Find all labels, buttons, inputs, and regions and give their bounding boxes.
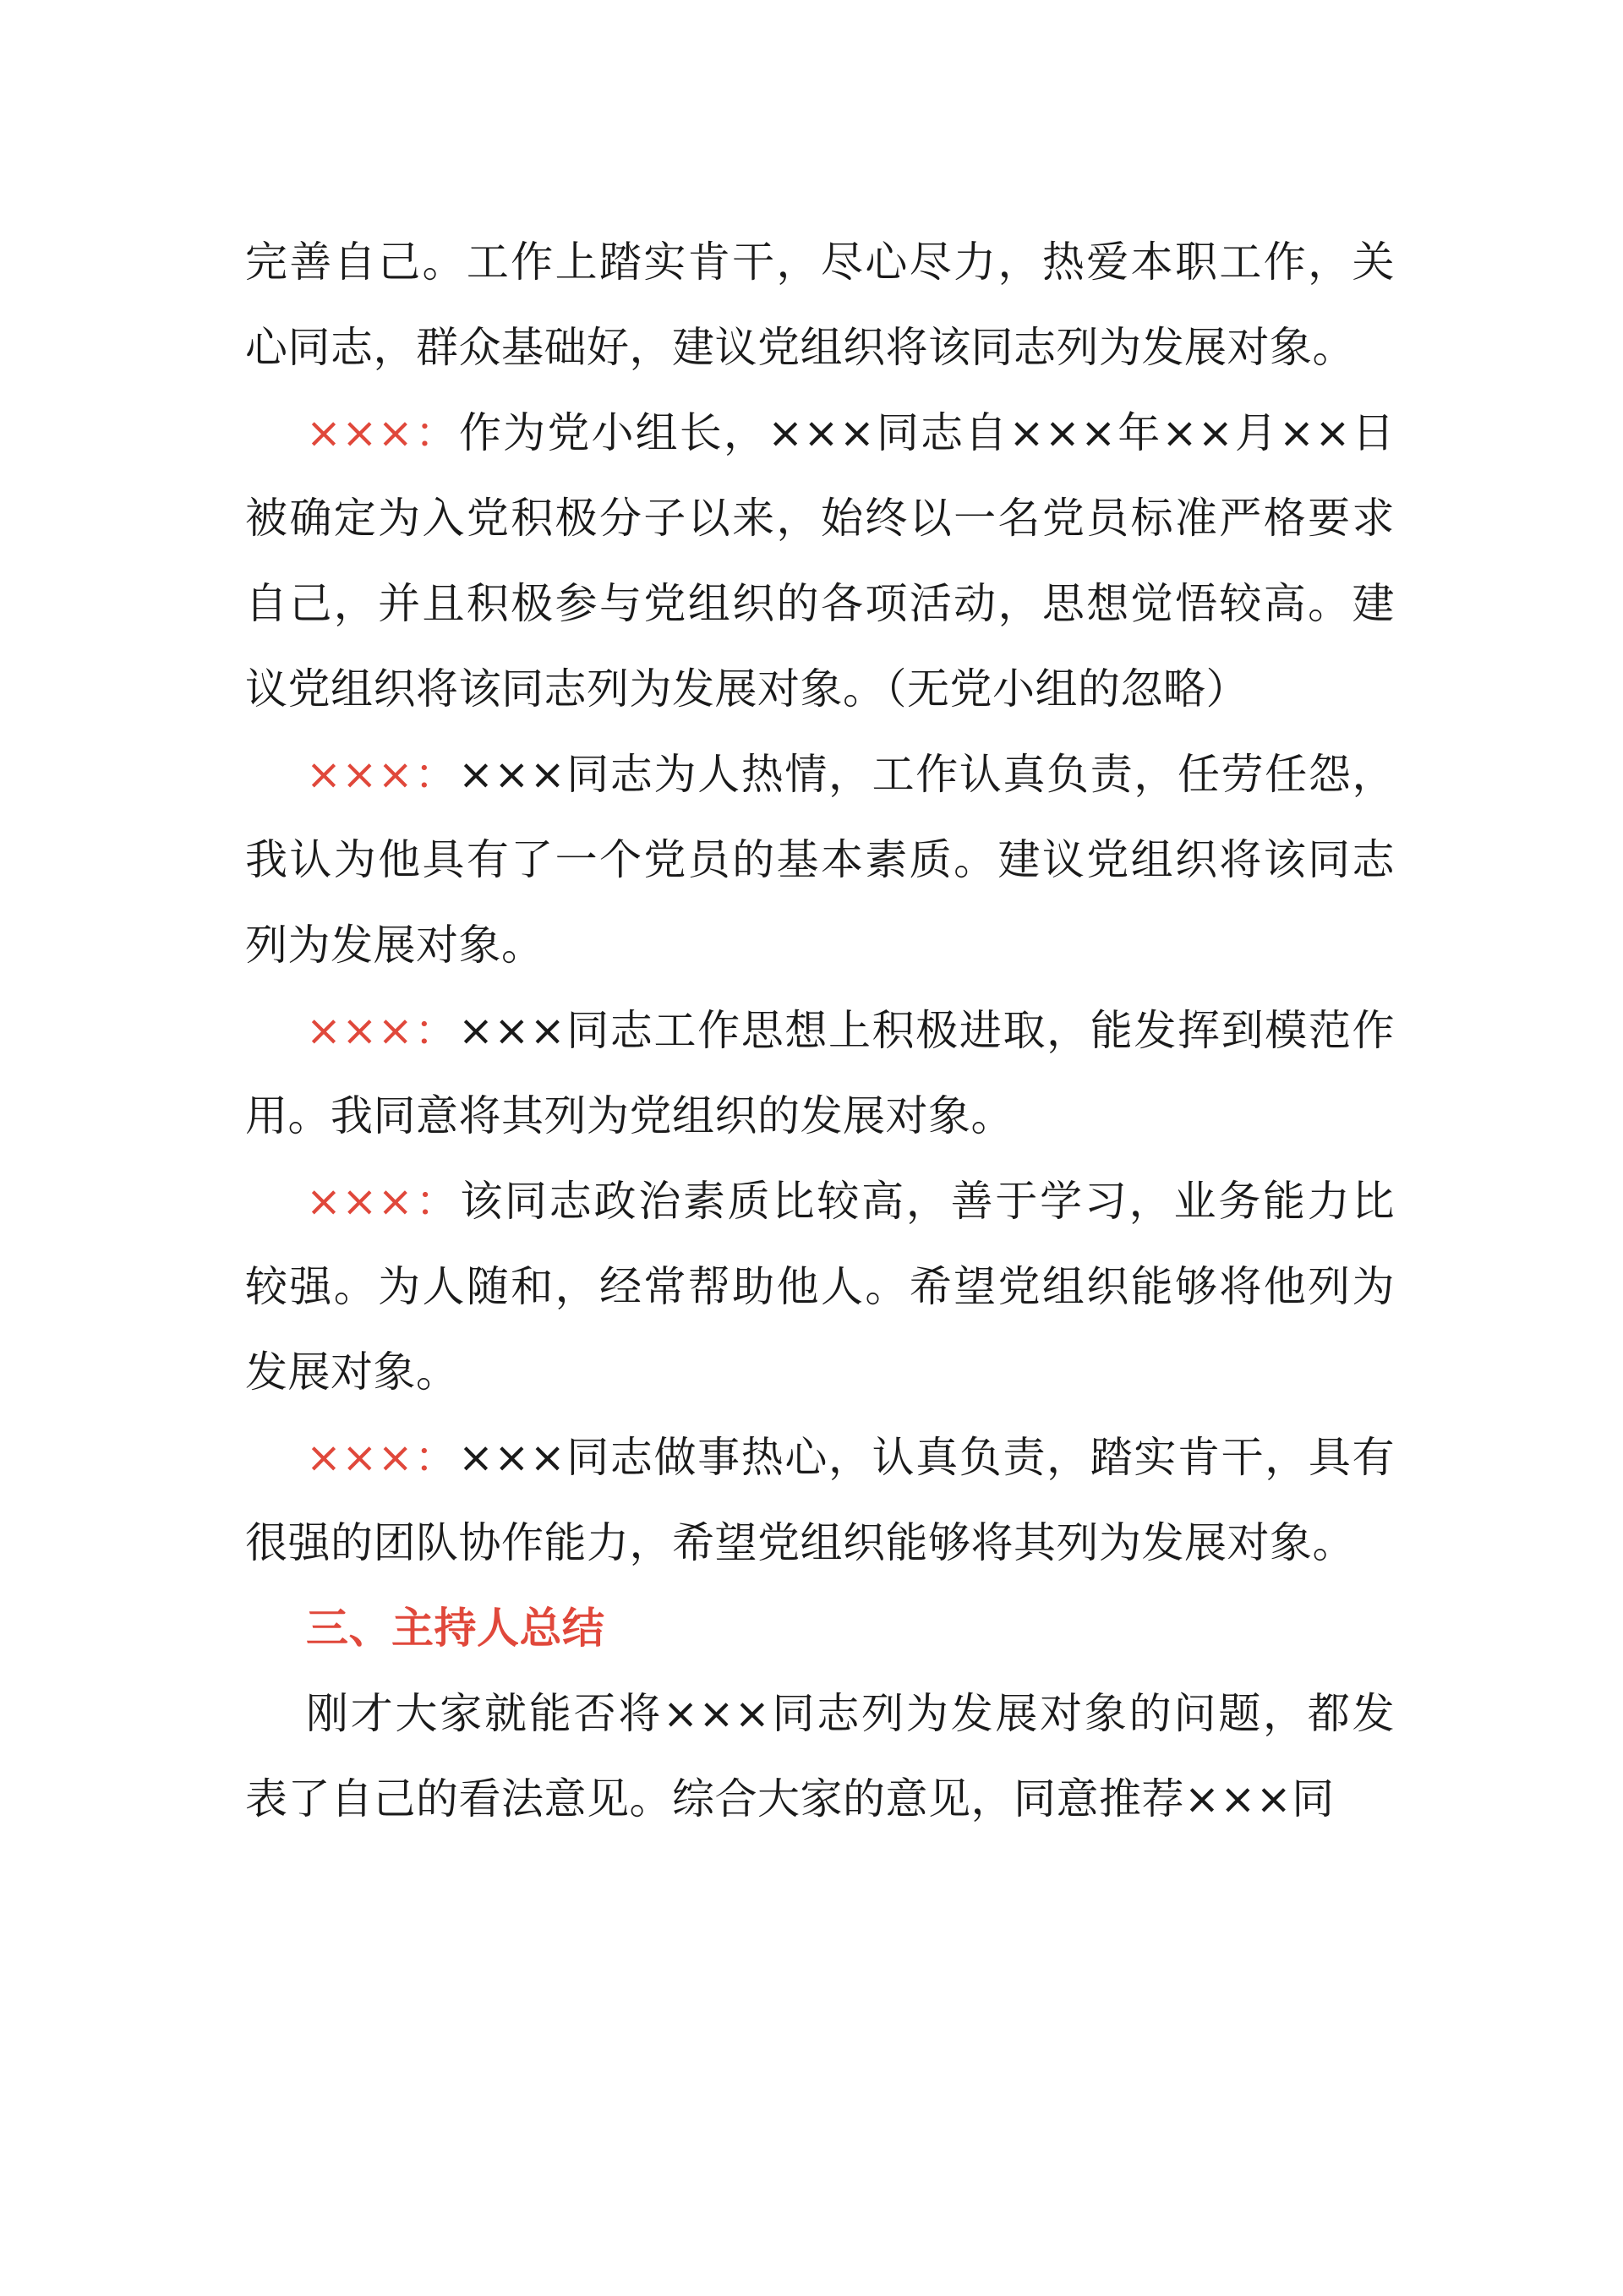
opinion-paragraph-4 [245,1159,1395,1415]
opinion-paragraph-5 [245,1415,1395,1586]
opinion-paragraph-2 [245,732,1395,988]
paragraph-continuation [245,220,1395,391]
opinion-paragraph-3 [245,988,1395,1159]
section-heading: 三、主持人总结 [306,1604,605,1653]
speaker-label: ×××： [306,1006,458,1055]
opinion-text: 作为党小组长，×××同志自×××年××月××日被确定为入党积极分子以来，始终以一名党员标准严格要求自己，并且积极参与党组织的各项活动，思想觉悟较高。建议党组织将该同志列为发展对象。（无党小组的忽略） [245,408,1396,713]
speaker-label: ×××： [306,1177,461,1226]
summary-text: 刚才大家就能否将×××同志列为发展对象的问题，都发表了自己的看法意见。综合大家的意见，同意推荐×××同 [245,1689,1395,1823]
opinion-text: ×××同志为人热情，工作认真负责，任劳任怨，我认为他具有了一个党员的基本素质。建议党组织将该同志列为发展对象。 [245,750,1395,970]
summary-paragraph [245,1671,1395,1842]
speaker-label: ×××： [306,1433,458,1482]
document-body [245,220,1395,1842]
paragraph-text: 完善自己。工作上踏实肯干，尽心尽力，热爱本职工作，关心同志，群众基础好，建议党组织将该同志列为发展对象。 [245,238,1395,372]
speaker-label: ×××： [306,408,460,457]
speaker-label: ×××： [306,750,458,799]
opinion-text: ×××同志工作思想上积极进取，能发挥到模范作用。我同意将其列为党组织的发展对象。 [245,1006,1395,1140]
opinion-text: 该同志政治素质比较高，善于学习，业务能力比较强。为人随和，经常帮助他人。希望党组织能够将他列为发展对象。 [245,1177,1396,1397]
opinion-text: ×××同志做事热心，认真负责，踏实肯干，具有很强的团队协作能力，希望党组织能够将其列为发展对象。 [245,1433,1395,1567]
opinion-paragraph-1 [245,391,1395,732]
